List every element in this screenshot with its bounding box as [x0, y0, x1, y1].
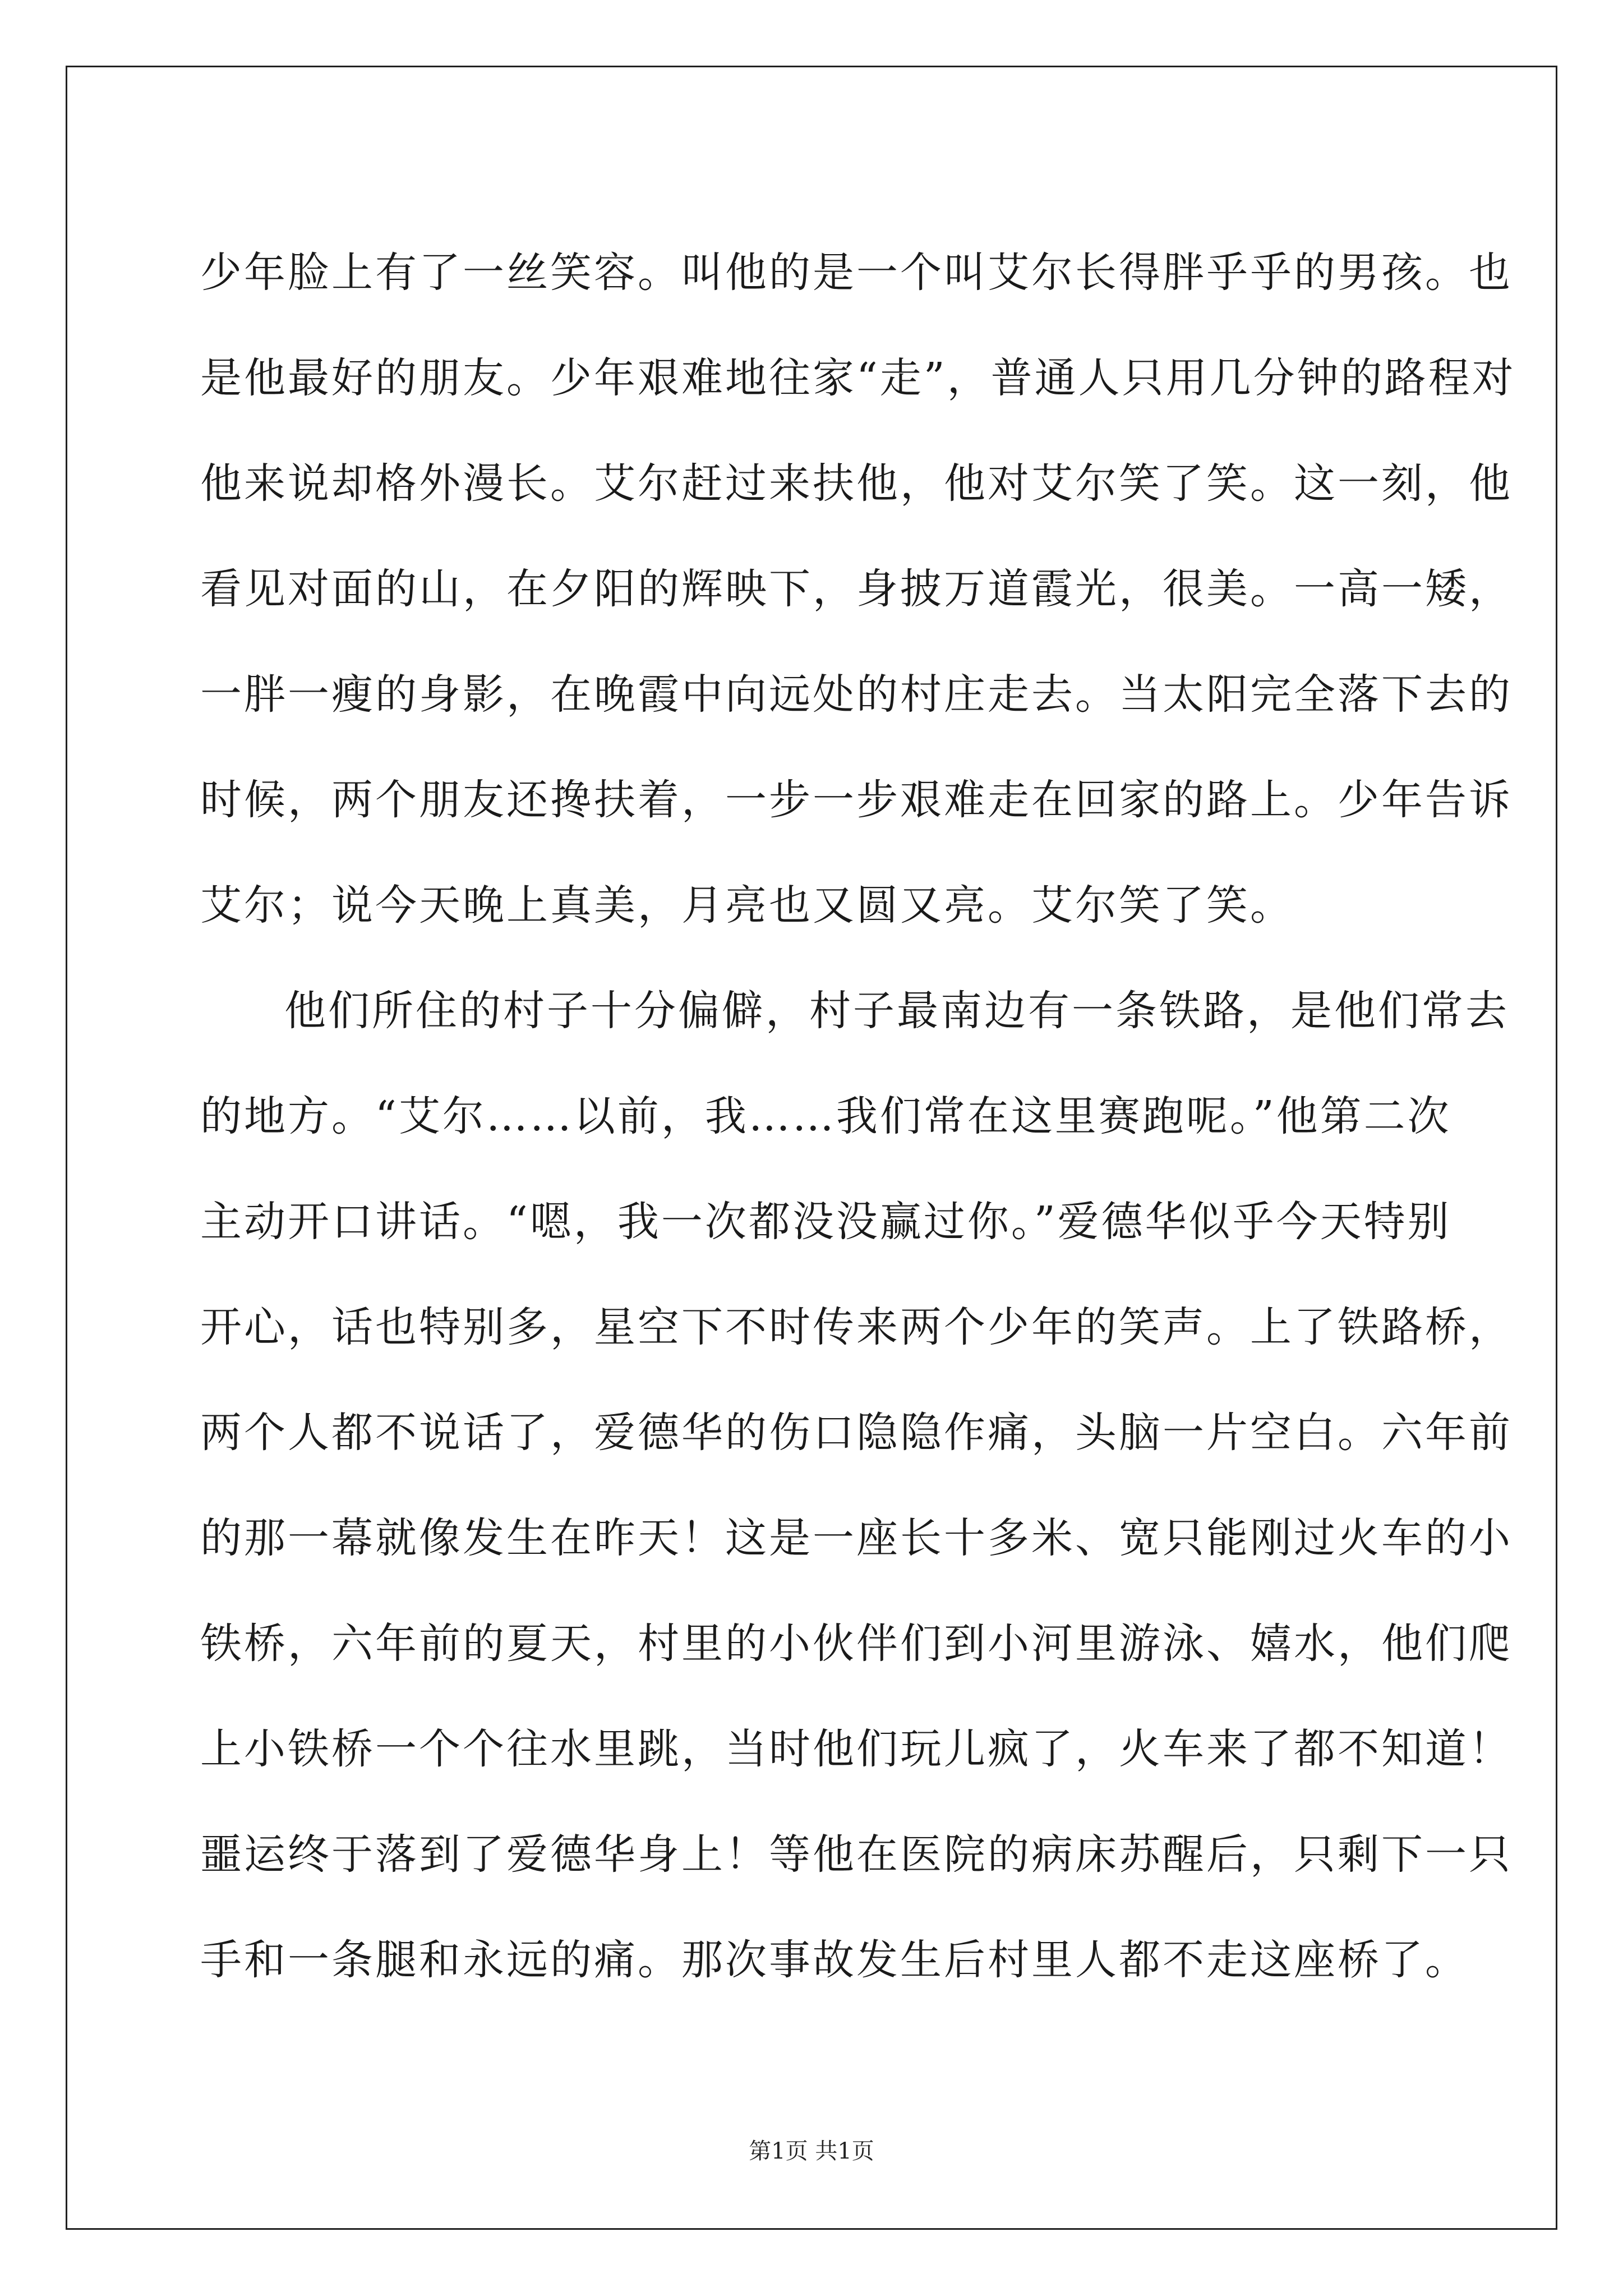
paragraph-2 [200, 958, 1513, 2013]
text-line: 开心，话也特别多，星空下不时传来两个少年的笑声。上了铁路桥， [200, 1303, 1513, 1351]
text-line: 的那一幕就像发生在昨天！这是一座长十多米、宽只能刚过火车的小 [200, 1514, 1513, 1562]
text-line: 看见对面的山，在夕阳的辉映下，身披万道霞光，很美。一高一矮， [200, 565, 1513, 613]
text-line: 他们所住的村子十分偏僻，村子最南边有一条铁路，是他们常去 [284, 987, 1509, 1035]
text-line: 噩运终于落到了爱德华身上！等他在医院的病床苏醒后，只剩下一只 [200, 1830, 1513, 1879]
text-line: 时候，两个朋友还搀扶着，一步一步艰难走在回家的路上。少年告诉 [200, 776, 1513, 824]
text-line: 少年脸上有了一丝笑容。叫他的是一个叫艾尔长得胖乎乎的男孩。也 [200, 249, 1513, 297]
text-line: 上小铁桥一个个往水里跳，当时他们玩儿疯了，火车来了都不知道！ [200, 1725, 1513, 1773]
text-line: 一胖一瘦的身影，在晚霞中向远处的村庄走去。当太阳完全落下去的 [200, 670, 1513, 719]
text-line: 的地方。“艾尔……以前，我……我们常在这里赛跑呢。”他第二次 [200, 1092, 1451, 1140]
text-line: 艾尔；说今天晚上真美，月亮也又圆又亮。艾尔笑了笑。 [200, 881, 1294, 930]
page-footer: 第1页 共1页 [749, 2138, 874, 2164]
text-line: 他来说却格外漫长。艾尔赶过来扶他，他对艾尔笑了笑。这一刻，他 [200, 459, 1513, 508]
document-body [200, 220, 1516, 2013]
text-line: 是他最好的朋友。少年艰难地往家“走”，普通人只用几分钟的路程对 [200, 354, 1516, 402]
text-line: 铁桥，六年前的夏天，村里的小伙伴们到小河里游泳、嬉水，他们爬 [200, 1619, 1513, 1668]
text-line: 手和一条腿和永远的痛。那次事故发生后村里人都不走这座桥了。 [200, 1936, 1469, 1984]
paragraph-1 [200, 220, 1516, 958]
text-line: 主动开口讲话。“嗯，我一次都没没赢过你。”爱德华似乎今天特别 [200, 1198, 1451, 1246]
text-line: 两个人都不说话了，爱德华的伤口隐隐作痛，头脑一片空白。六年前 [200, 1409, 1513, 1457]
